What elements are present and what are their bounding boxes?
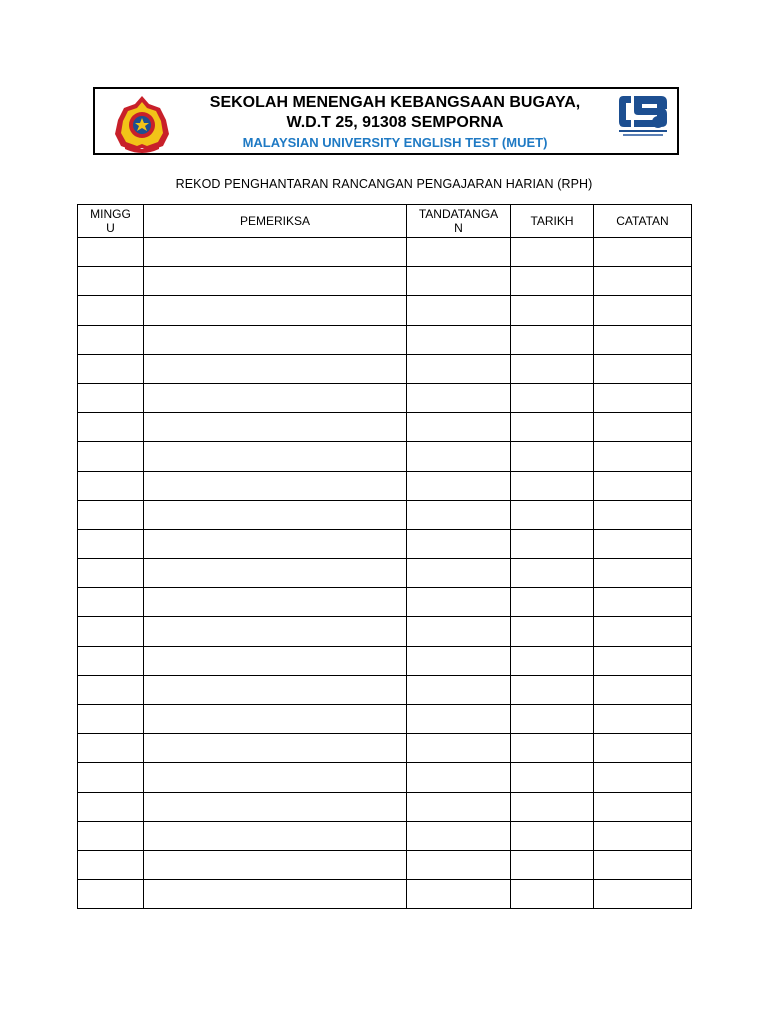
pemeriksa-cell: [144, 296, 407, 325]
tandatangan-cell: [407, 763, 511, 792]
table-row: [78, 500, 692, 529]
table-row: [78, 588, 692, 617]
school-crest-logo: [113, 94, 171, 154]
tandatangan-cell: [407, 383, 511, 412]
table-row: [78, 471, 692, 500]
pemeriksa-cell: [144, 325, 407, 354]
tarikh-cell: [511, 354, 594, 383]
catatan-cell: [594, 705, 692, 734]
pemeriksa-cell: [144, 821, 407, 850]
minggu-cell: [78, 880, 144, 909]
minggu-cell: [78, 500, 144, 529]
minggu-cell: [78, 383, 144, 412]
minggu-cell: [78, 529, 144, 558]
tarikh-cell: [511, 442, 594, 471]
tarikh-cell: [511, 792, 594, 821]
catatan-cell: [594, 500, 692, 529]
tarikh-cell: [511, 588, 594, 617]
pemeriksa-cell: [144, 705, 407, 734]
tarikh-cell: [511, 850, 594, 879]
table-row: [78, 763, 692, 792]
pemeriksa-cell: [144, 646, 407, 675]
pemeriksa-cell: [144, 383, 407, 412]
pemeriksa-cell: [144, 850, 407, 879]
tarikh-cell: [511, 880, 594, 909]
minggu-cell: [78, 267, 144, 296]
minggu-cell: [78, 734, 144, 763]
minggu-cell: [78, 442, 144, 471]
tandatangan-cell: [407, 880, 511, 909]
pemeriksa-cell: [144, 617, 407, 646]
muet-logo: [617, 92, 669, 138]
tandatangan-cell: [407, 559, 511, 588]
tarikh-cell: [511, 529, 594, 558]
table-row: [78, 383, 692, 412]
tandatangan-cell: [407, 267, 511, 296]
table-row: [78, 675, 692, 704]
catatan-cell: [594, 383, 692, 412]
table-row: [78, 880, 692, 909]
catatan-cell: [594, 850, 692, 879]
tarikh-cell: [511, 821, 594, 850]
pemeriksa-cell: [144, 442, 407, 471]
table-row: [78, 442, 692, 471]
tandatangan-cell: [407, 500, 511, 529]
table-header-row: [78, 205, 692, 238]
minggu-cell: [78, 850, 144, 879]
exam-title: MALAYSIAN UNIVERSITY ENGLISH TEST (MUET): [242, 135, 548, 150]
tandatangan-cell: [407, 821, 511, 850]
minggu-cell: [78, 617, 144, 646]
pemeriksa-cell: [144, 559, 407, 588]
tandatangan-cell: [407, 588, 511, 617]
table-row: [78, 734, 692, 763]
tarikh-cell: [511, 705, 594, 734]
pemeriksa-cell: [144, 529, 407, 558]
table-row: [78, 267, 692, 296]
letterhead: [93, 87, 679, 155]
catatan-cell: [594, 559, 692, 588]
minggu-cell: [78, 792, 144, 821]
column-header-catatan: CATATAN: [594, 205, 692, 238]
catatan-cell: [594, 325, 692, 354]
tarikh-cell: [511, 267, 594, 296]
minggu-cell: [78, 559, 144, 588]
column-header-minggu: MINGGU: [78, 205, 144, 238]
tarikh-cell: [511, 675, 594, 704]
tandatangan-cell: [407, 354, 511, 383]
tarikh-cell: [511, 617, 594, 646]
table-row: [78, 296, 692, 325]
table-row: [78, 354, 692, 383]
tarikh-cell: [511, 646, 594, 675]
pemeriksa-cell: [144, 734, 407, 763]
catatan-cell: [594, 880, 692, 909]
table-row: [78, 850, 692, 879]
catatan-cell: [594, 792, 692, 821]
tandatangan-cell: [407, 413, 511, 442]
minggu-cell: [78, 471, 144, 500]
tandatangan-cell: [407, 442, 511, 471]
catatan-cell: [594, 646, 692, 675]
tandatangan-cell: [407, 617, 511, 646]
tandatangan-cell: [407, 325, 511, 354]
catatan-cell: [594, 471, 692, 500]
column-header-tandatangan: TANDATANGAN: [407, 205, 511, 238]
pemeriksa-cell: [144, 500, 407, 529]
minggu-cell: [78, 821, 144, 850]
minggu-cell: [78, 413, 144, 442]
tandatangan-cell: [407, 529, 511, 558]
catatan-cell: [594, 267, 692, 296]
pemeriksa-cell: [144, 675, 407, 704]
catatan-cell: [594, 529, 692, 558]
tandatangan-cell: [407, 646, 511, 675]
minggu-cell: [78, 325, 144, 354]
catatan-cell: [594, 617, 692, 646]
school-name-line1: SEKOLAH MENENGAH KEBANGSAAN BUGAYA,: [209, 94, 581, 111]
catatan-cell: [594, 763, 692, 792]
table-row: [78, 792, 692, 821]
tandatangan-cell: [407, 471, 511, 500]
pemeriksa-cell: [144, 880, 407, 909]
tarikh-cell: [511, 734, 594, 763]
column-header-tarikh: TARIKH: [511, 205, 594, 238]
tandatangan-cell: [407, 296, 511, 325]
catatan-cell: [594, 354, 692, 383]
school-address-line: W.D.T 25, 91308 SEMPORNA: [286, 114, 504, 131]
table-row: [78, 559, 692, 588]
pemeriksa-cell: [144, 238, 407, 267]
catatan-cell: [594, 675, 692, 704]
pemeriksa-cell: [144, 413, 407, 442]
catatan-cell: [594, 821, 692, 850]
pemeriksa-cell: [144, 471, 407, 500]
tarikh-cell: [511, 763, 594, 792]
pemeriksa-cell: [144, 792, 407, 821]
pemeriksa-cell: [144, 267, 407, 296]
table-row: [78, 238, 692, 267]
catatan-cell: [594, 296, 692, 325]
catatan-cell: [594, 238, 692, 267]
minggu-cell: [78, 675, 144, 704]
catatan-cell: [594, 442, 692, 471]
tarikh-cell: [511, 500, 594, 529]
document-title: REKOD PENGHANTARAN RANCANGAN PENGAJARAN HARIAN (RPH): [175, 177, 593, 191]
catatan-cell: [594, 588, 692, 617]
table-row: [78, 705, 692, 734]
minggu-cell: [78, 296, 144, 325]
pemeriksa-cell: [144, 588, 407, 617]
table-row: [78, 413, 692, 442]
tandatangan-cell: [407, 705, 511, 734]
tandatangan-cell: [407, 675, 511, 704]
rph-record-table: [77, 204, 692, 909]
table-row: [78, 529, 692, 558]
minggu-cell: [78, 705, 144, 734]
minggu-cell: [78, 763, 144, 792]
minggu-cell: [78, 646, 144, 675]
catatan-cell: [594, 413, 692, 442]
tandatangan-cell: [407, 850, 511, 879]
table-row: [78, 325, 692, 354]
table-row: [78, 821, 692, 850]
table-row: [78, 617, 692, 646]
pemeriksa-cell: [144, 763, 407, 792]
tarikh-cell: [511, 296, 594, 325]
minggu-cell: [78, 238, 144, 267]
tarikh-cell: [511, 413, 594, 442]
catatan-cell: [594, 734, 692, 763]
table-row: [78, 646, 692, 675]
pemeriksa-cell: [144, 354, 407, 383]
tarikh-cell: [511, 325, 594, 354]
minggu-cell: [78, 354, 144, 383]
tarikh-cell: [511, 383, 594, 412]
minggu-cell: [78, 588, 144, 617]
tandatangan-cell: [407, 238, 511, 267]
tarikh-cell: [511, 559, 594, 588]
tarikh-cell: [511, 471, 594, 500]
tarikh-cell: [511, 238, 594, 267]
column-header-pemeriksa: PEMERIKSA: [144, 205, 407, 238]
tandatangan-cell: [407, 792, 511, 821]
tandatangan-cell: [407, 734, 511, 763]
